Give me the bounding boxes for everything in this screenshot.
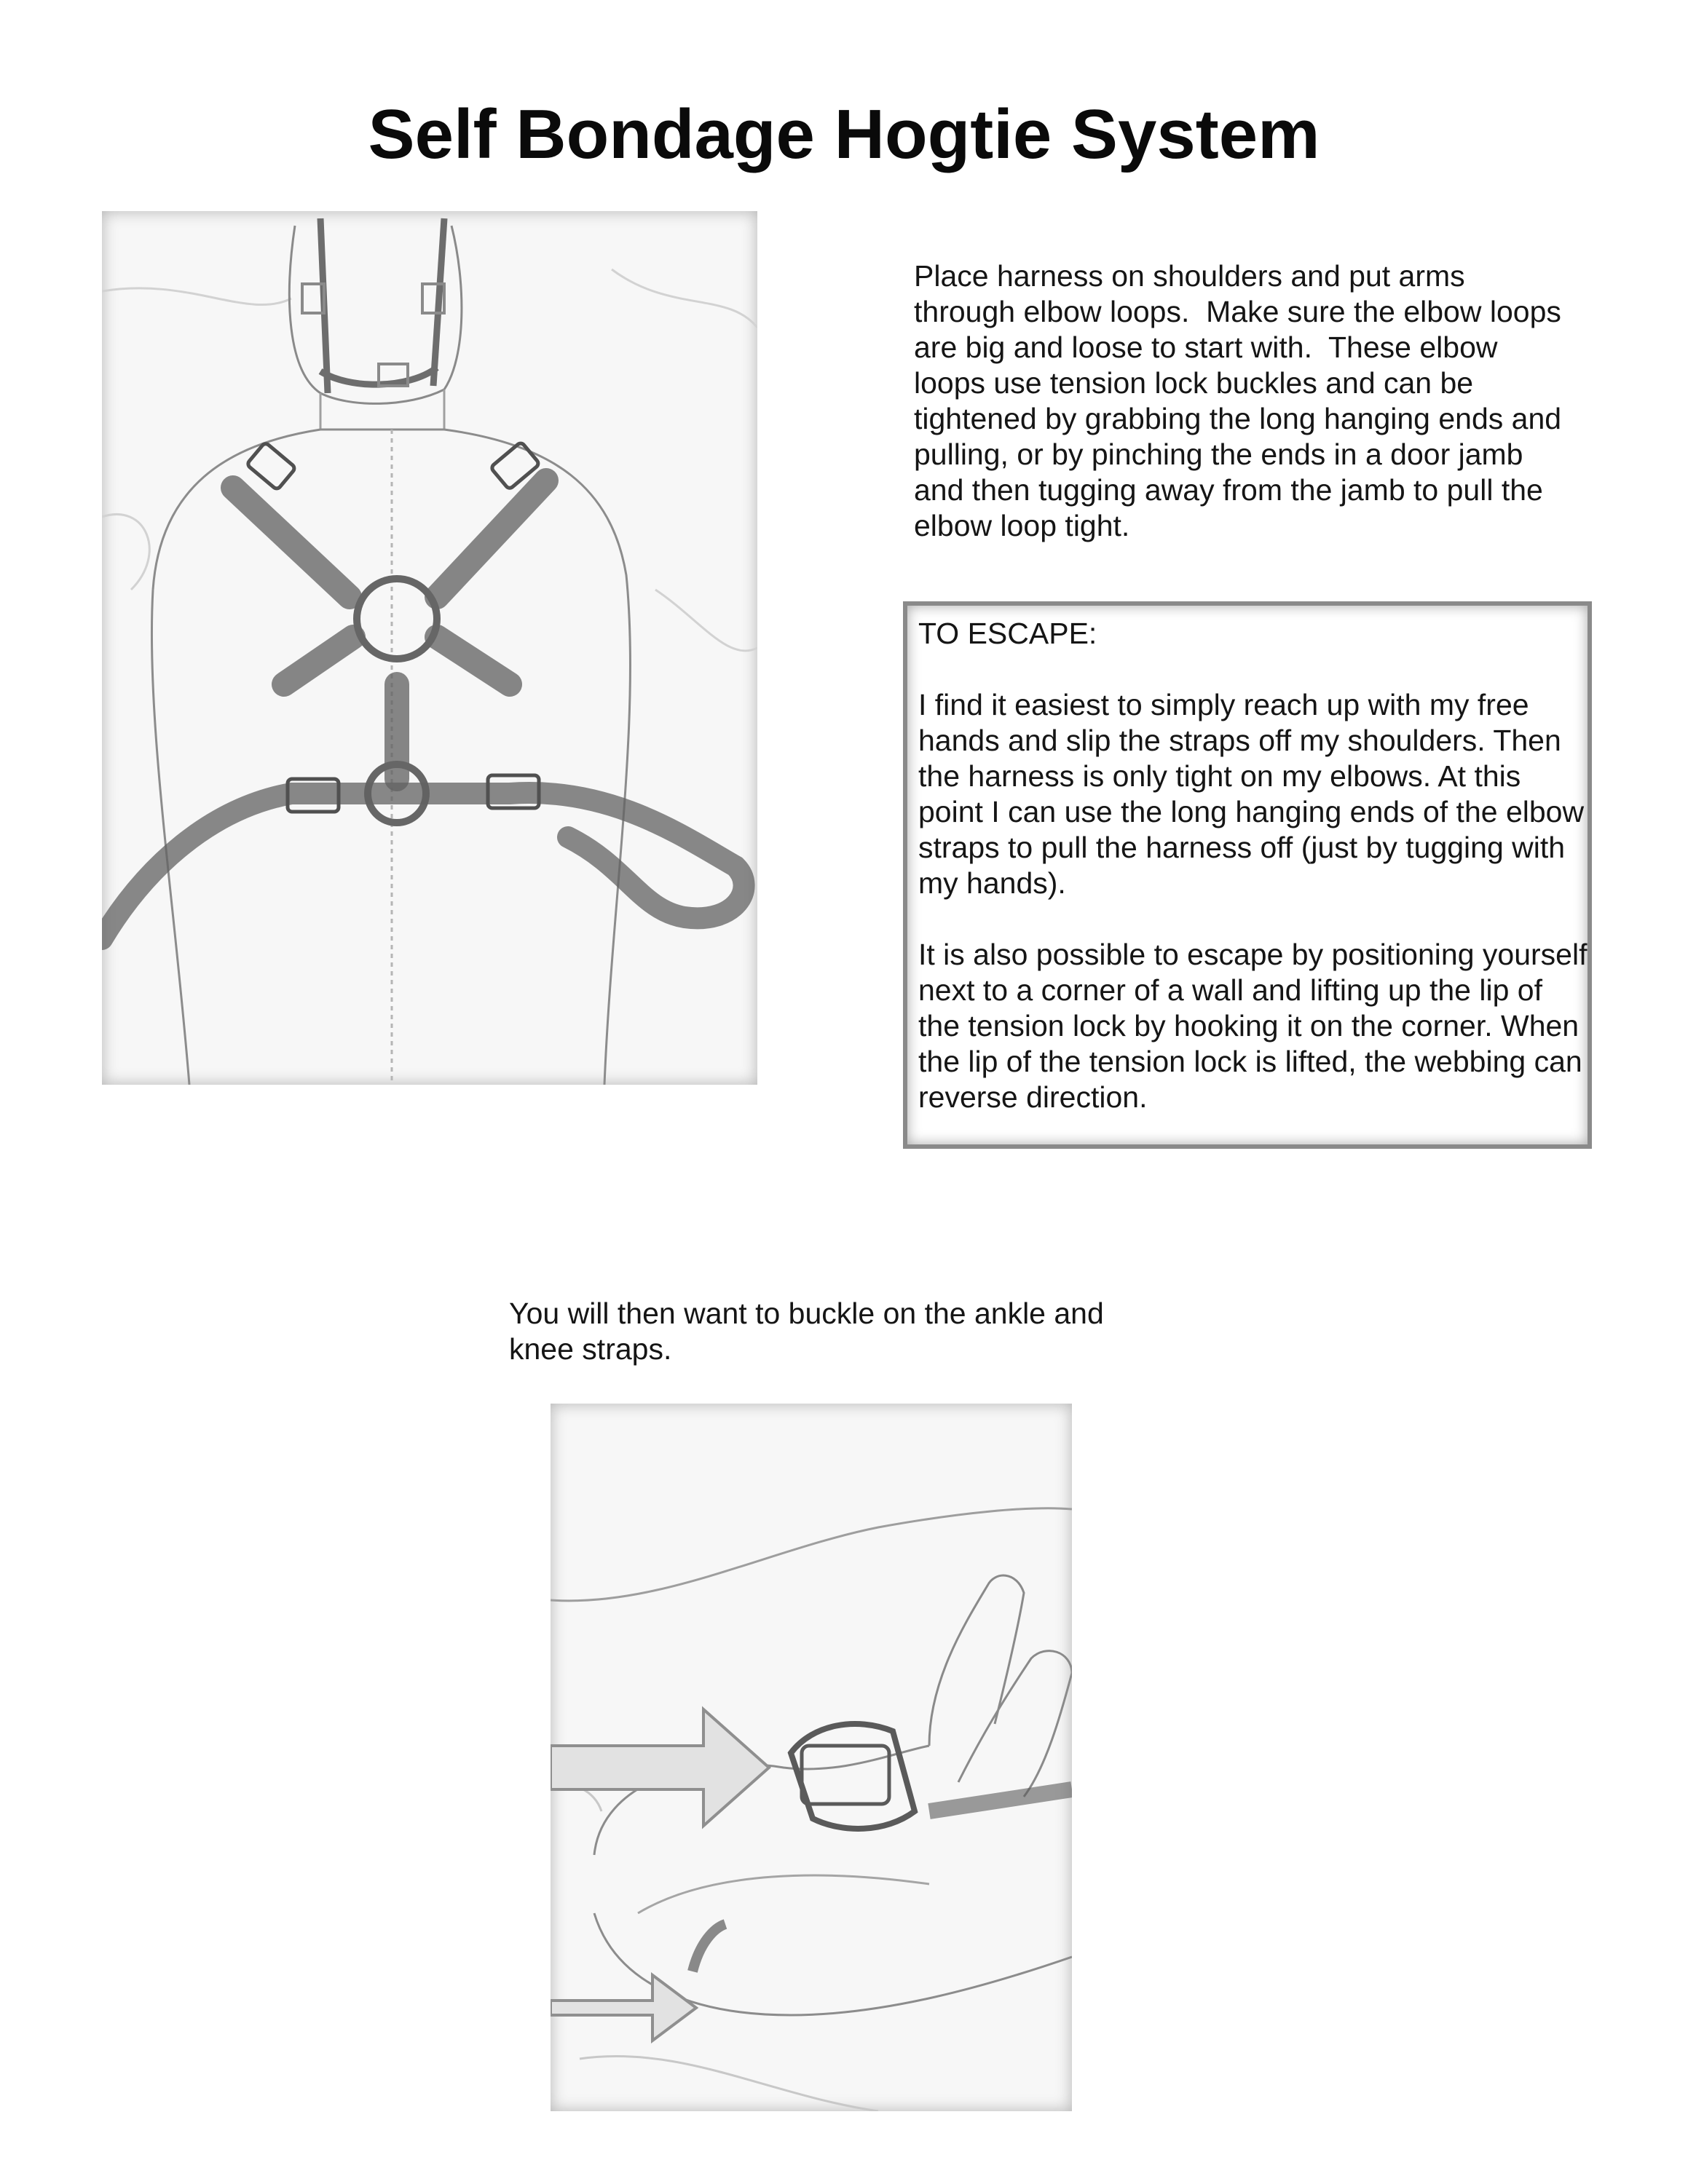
harness-sketch: [102, 211, 757, 1085]
ankle-knee-instruction: You will then want to buckle on the ankle and knee straps.: [509, 1297, 1113, 1366]
ankle-knee-photo: [551, 1404, 1072, 2111]
escape-paragraph-2: It is also possible to escape by positioning yourself next to a corner of a wall and lifting up the lip of the tension lock by hooking it on the corner. When the lip of the tension lock is lifted, the webbing can reverse direction.: [918, 938, 1588, 1114]
escape-heading: TO ESCAPE:: [918, 617, 1097, 650]
escape-paragraph-1: I find it easiest to simply reach up with my free hands and slip the straps off my shoulders. Then the harness is only tight on my elbows. At this point I can use the long hanging ends of the elbow straps to pull the harness off (just by tugging with my hands).: [918, 688, 1585, 900]
intro-text: Place harness on shoulders and put arms through elbow loops. Make sure the elbow loops are big and loose to start with. These elbow loops use tension lock buckles and can be tightened by grabbing the long hanging ends and pulling, or by pinching the ends in a door jamb and then tugging away from the jamb to pull the elbow loop tight.: [914, 259, 1570, 542]
harness-photo: [102, 211, 757, 1085]
page-title: Self Bondage Hogtie System: [368, 95, 1320, 173]
escape-callout: [903, 601, 1592, 1149]
ankle-knee-sketch: [551, 1404, 1072, 2111]
